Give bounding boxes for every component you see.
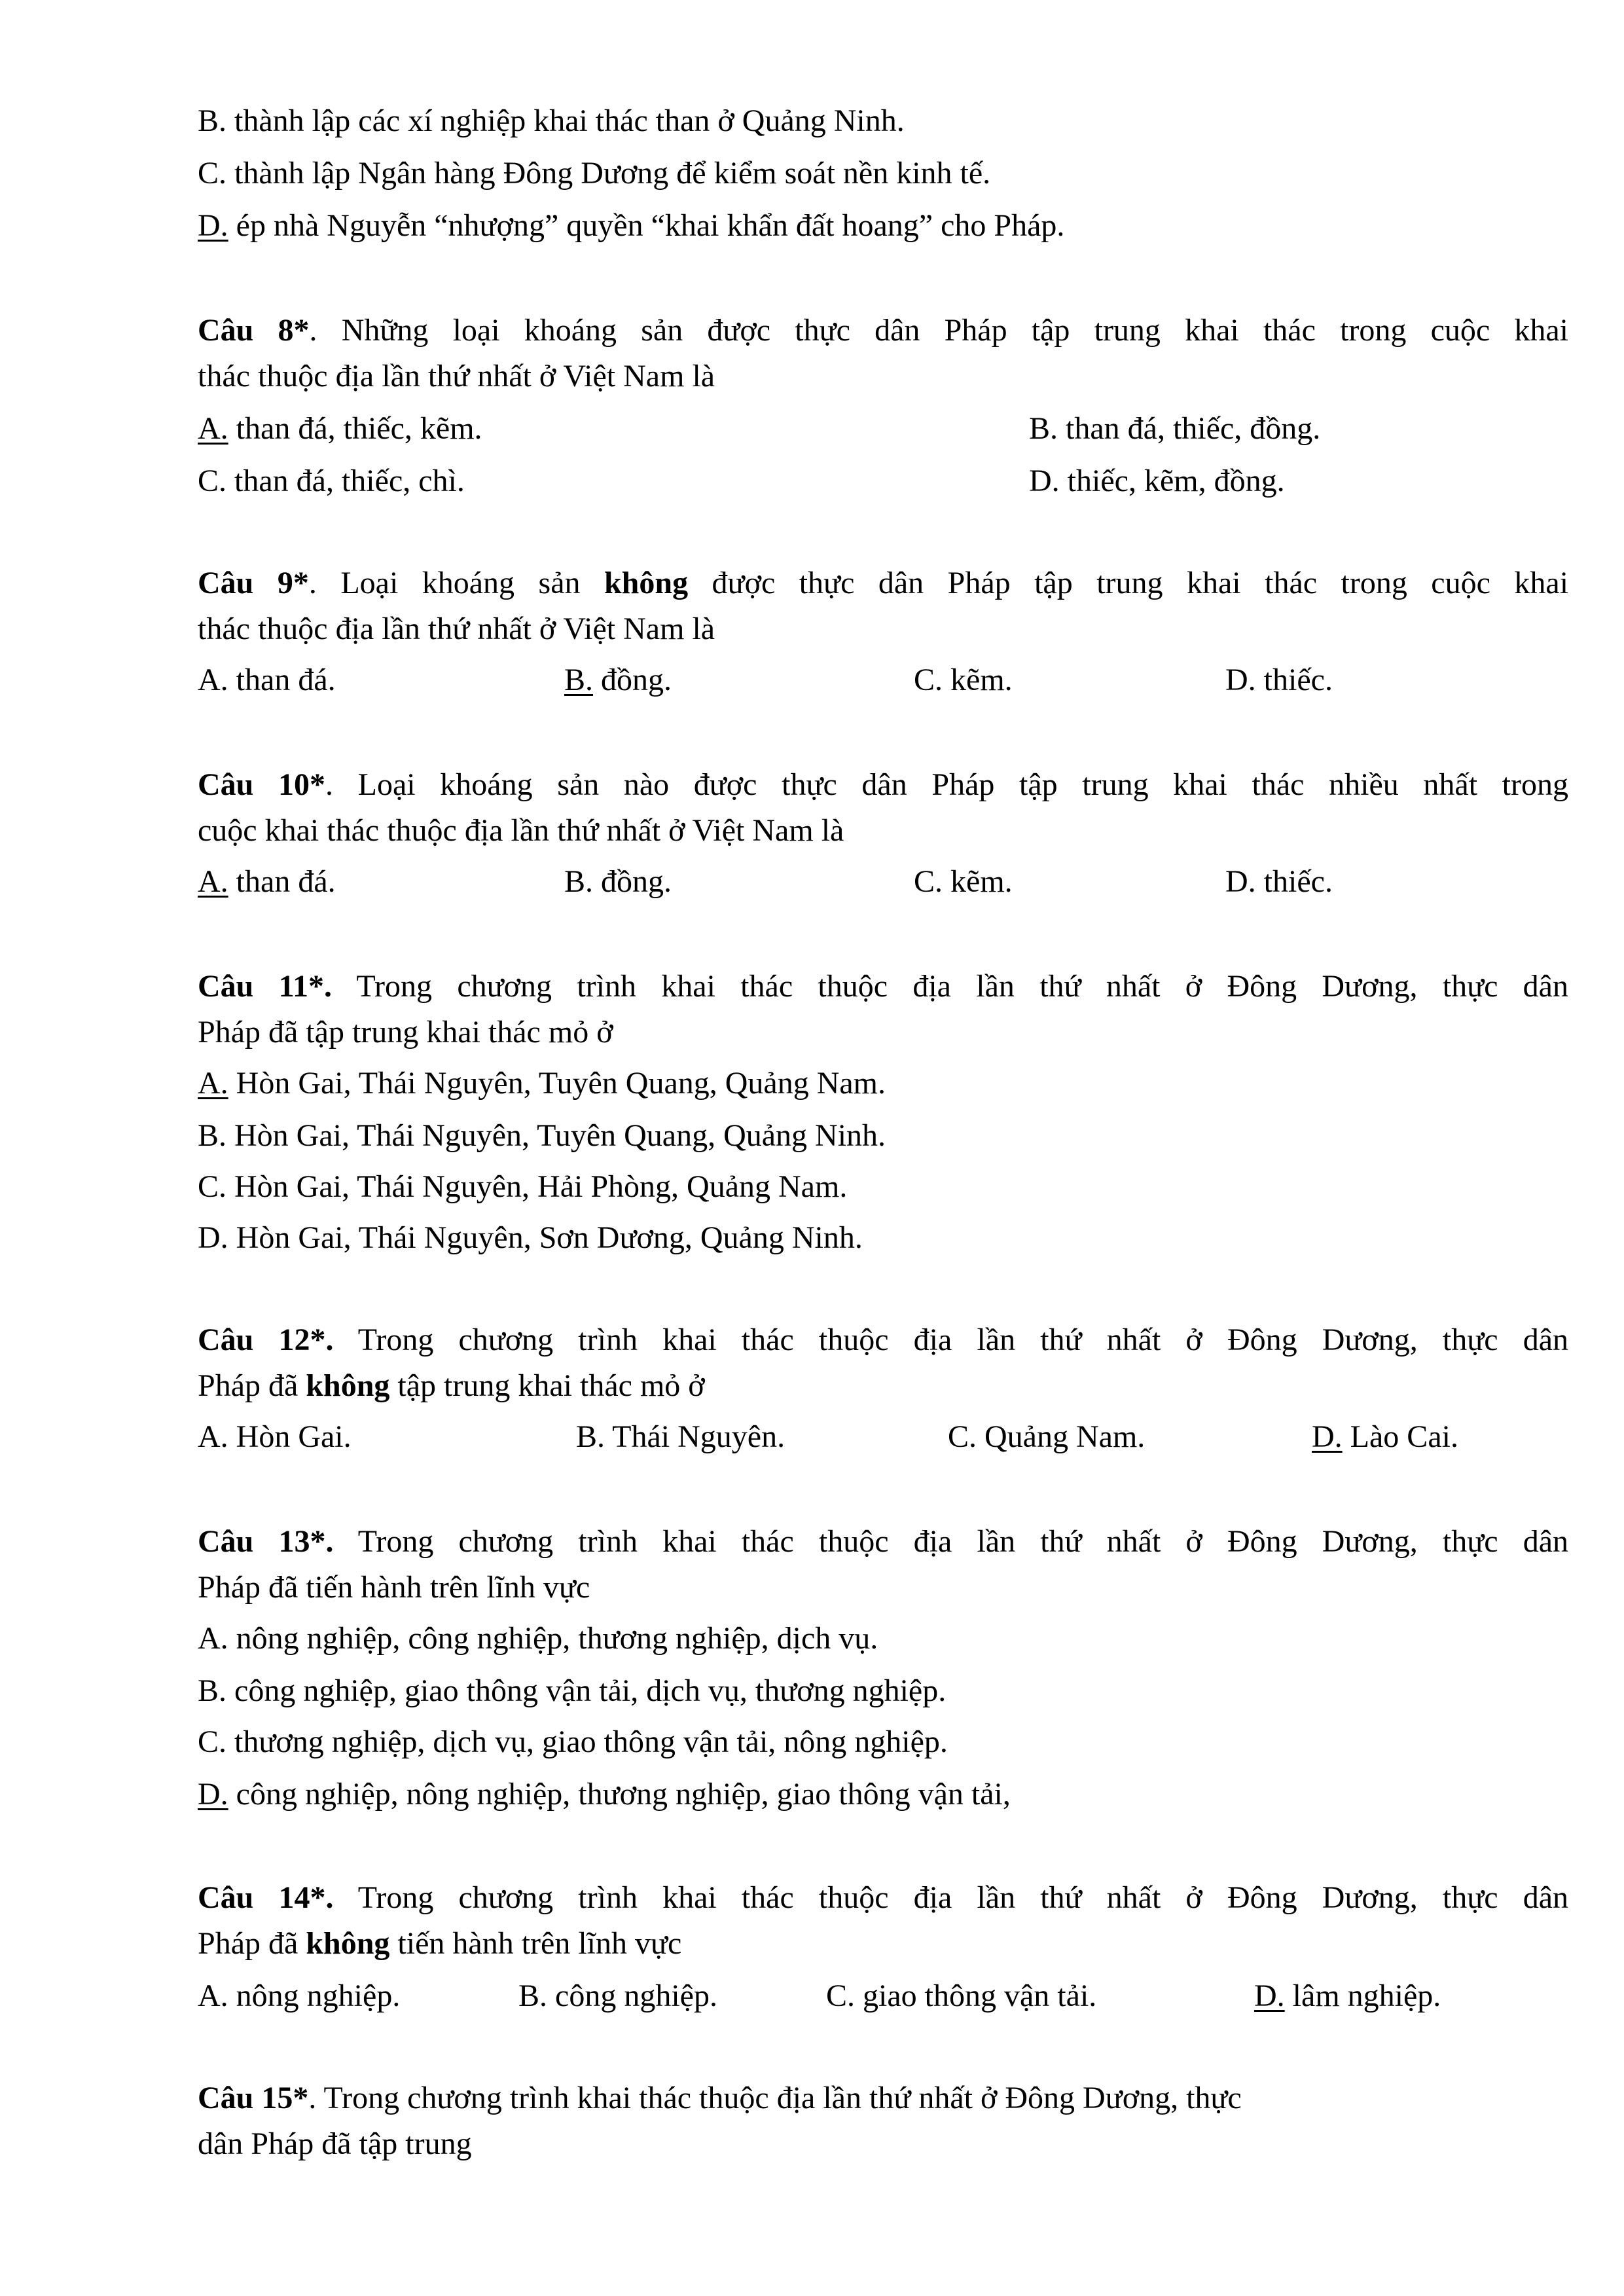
option-text: nông nghiệp, công nghiệp, thương nghiệp, dịch vụ. <box>228 1621 878 1656</box>
emphasis-negation: không <box>604 566 689 600</box>
option-a-correct <box>198 856 336 907</box>
option-letter-underlined: D. <box>1254 1978 1285 2013</box>
option-a-correct <box>198 403 482 454</box>
question-10-stem-line-1 <box>198 759 1568 811</box>
option-b <box>198 1666 946 1717</box>
option-letter: D. <box>1225 663 1256 697</box>
question-label: Câu 10* <box>198 767 326 802</box>
question-label: Câu 14*. <box>198 1880 334 1915</box>
option-letter: B. <box>198 103 227 138</box>
option-letter: B. <box>1029 411 1058 446</box>
option-a-correct <box>198 1058 886 1109</box>
question-stem: tập trung khai thác mỏ ở <box>389 1368 705 1403</box>
option-a <box>198 1971 400 2022</box>
question-label: Câu 15* <box>198 2081 309 2115</box>
question-10-stem-line-2: cuộc khai thác thuộc địa lần thứ nhất ở Việt Nam là <box>198 813 844 848</box>
question-stem: . Những loại khoáng sản được thực dân Pháp tập trung khai thác trong cuộc khai <box>309 313 1568 348</box>
option-text: giao thông vận tải. <box>855 1978 1097 2013</box>
option-letter-underlined: D. <box>198 208 228 243</box>
option-d-correct <box>1254 1971 1441 2022</box>
option-text: nông nghiệp. <box>228 1978 401 2013</box>
option-text: thành lập các xí nghiệp khai thác than ở Quảng Ninh. <box>226 103 905 138</box>
option-text: than đá. <box>228 864 336 899</box>
option-d-correct <box>1312 1412 1458 1463</box>
option-a <box>198 655 336 706</box>
option-text: than đá. <box>228 663 336 697</box>
question-13-stem-line-1 <box>198 1516 1568 1567</box>
option-b <box>576 1412 785 1463</box>
option-c <box>914 856 1013 907</box>
option-d-correct <box>198 1769 1011 1820</box>
option-text: lâm nghiệp. <box>1284 1978 1441 2013</box>
option-text: thiếc. <box>1255 864 1333 899</box>
question-11-stem-line-1 <box>198 961 1568 1012</box>
option-letter: A. <box>198 663 228 697</box>
option-d <box>1225 655 1333 706</box>
option-b-correct <box>564 655 672 706</box>
question-stem: được thực dân Pháp tập trung khai thác trong cuộc khai <box>688 566 1569 600</box>
option-a <box>198 1412 352 1463</box>
option-letter: D. <box>198 1220 228 1255</box>
option-c <box>826 1971 1096 2022</box>
option-text: thành lập Ngân hàng Đông Dương để kiểm soát nền kinh tế. <box>226 156 991 191</box>
option-c <box>198 456 465 507</box>
question-stem: Trong chương trình khai thác thuộc địa lần thứ nhất ở Đông Dương, thực dân <box>332 969 1568 1004</box>
question-8-stem-line-1 <box>198 305 1568 356</box>
question-stem: Pháp đã <box>198 1926 306 1961</box>
option-letter: C. <box>826 1978 856 2013</box>
question-stem: . Loại khoáng sản <box>308 566 604 600</box>
question-stem: . Trong chương trình khai thác thuộc địa lần thứ nhất ở Đông Dương, thực <box>308 2081 1242 2115</box>
option-letter-underlined: A. <box>198 411 228 446</box>
option-letter: A. <box>198 1419 228 1454</box>
option-text: công nghiệp. <box>547 1978 717 2013</box>
option-text: thiếc, kẽm, đồng. <box>1059 464 1285 498</box>
option-d <box>198 1212 863 1264</box>
option-text: ép nhà Nguyễn “nhượng” quyền “khai khẩn đất hoang” cho Pháp. <box>228 208 1065 243</box>
option-text: Lào Cai. <box>1342 1419 1458 1454</box>
question-stem: Trong chương trình khai thác thuộc địa lần thứ nhất ở Đông Dương, thực dân <box>333 1880 1568 1915</box>
emphasis-negation: không <box>306 1368 390 1403</box>
question-8-stem-line-2: thác thuộc địa lần thứ nhất ở Việt Nam là <box>198 359 715 393</box>
question-stem: Trong chương trình khai thác thuộc địa lần thứ nhất ở Đông Dương, thực dân <box>333 1322 1568 1357</box>
option-c <box>198 1717 948 1768</box>
option-letter: B. <box>198 1118 227 1153</box>
question-12-stem-line-1 <box>198 1315 1568 1366</box>
option-b <box>198 96 905 147</box>
option-letter: D. <box>1029 464 1060 498</box>
option-b <box>518 1971 717 2022</box>
question-stem: tiến hành trên lĩnh vực <box>389 1926 682 1961</box>
option-letter: B. <box>198 1673 227 1708</box>
option-letter: D. <box>1225 864 1256 899</box>
option-c <box>948 1412 1145 1463</box>
option-letter: A. <box>198 1978 228 2013</box>
option-text: Hòn Gai, Thái Nguyên, Hải Phòng, Quảng Nam. <box>226 1169 848 1204</box>
option-text: kẽm. <box>943 864 1013 899</box>
option-letter: B. <box>518 1978 548 2013</box>
option-letter: C. <box>914 663 943 697</box>
option-text: than đá, thiếc, kẽm. <box>228 411 482 446</box>
option-letter: C. <box>948 1419 977 1454</box>
question-15-stem-line-1 <box>198 2073 1242 2124</box>
question-9-stem-line-1 <box>198 558 1568 609</box>
question-11-stem-line-2: Pháp đã tập trung khai thác mỏ ở <box>198 1015 613 1049</box>
question-stem: Trong chương trình khai thác thuộc địa lần thứ nhất ở Đông Dương, thực dân <box>333 1524 1568 1559</box>
question-14-stem-line-2 <box>198 1918 681 1969</box>
option-letter-underlined: D. <box>198 1777 228 1812</box>
option-b <box>564 856 672 907</box>
option-text: Thái Nguyên. <box>605 1419 785 1454</box>
question-15-stem-line-2: dân Pháp đã tập trung <box>198 2126 472 2161</box>
question-label: Câu 9* <box>198 566 309 600</box>
option-letter: C. <box>198 464 227 498</box>
option-c <box>198 1161 847 1212</box>
emphasis-negation: không <box>306 1926 390 1961</box>
option-text: kẽm. <box>943 663 1013 697</box>
option-text: than đá, thiếc, đồng. <box>1058 411 1321 446</box>
question-14-stem-line-1 <box>198 1872 1568 1923</box>
question-label: Câu 11*. <box>198 969 332 1004</box>
option-c <box>914 655 1013 706</box>
option-b <box>198 1110 886 1161</box>
option-letter: C. <box>198 1724 227 1759</box>
option-c <box>198 148 990 199</box>
question-9-stem-line-2: thác thuộc địa lần thứ nhất ở Việt Nam là <box>198 611 715 646</box>
option-text: Hòn Gai, Thái Nguyên, Tuyên Quang, Quảng Nam. <box>228 1066 886 1101</box>
option-letter: C. <box>198 156 227 191</box>
option-letter-underlined: A. <box>198 864 228 899</box>
option-text: công nghiệp, giao thông vận tải, dịch vụ, thương nghiệp. <box>226 1673 947 1708</box>
question-label: Câu 12*. <box>198 1322 334 1357</box>
option-text: than đá, thiếc, chì. <box>226 464 465 498</box>
option-text: Hòn Gai. <box>228 1419 352 1454</box>
question-stem: . Loại khoáng sản nào được thực dân Pháp tập trung khai thác nhiều nhất trong <box>325 767 1569 802</box>
question-stem: Pháp đã <box>198 1368 306 1403</box>
option-d <box>1029 456 1285 507</box>
option-text: đồng. <box>593 864 672 899</box>
option-letter: C. <box>914 864 943 899</box>
option-d-correct <box>198 200 1064 251</box>
question-12-stem-line-2 <box>198 1360 705 1412</box>
option-letter: A. <box>198 1621 228 1656</box>
option-letter: B. <box>576 1419 605 1454</box>
option-letter: B. <box>564 864 594 899</box>
option-text: đồng. <box>593 663 672 697</box>
option-text: thiếc. <box>1255 663 1333 697</box>
question-13-stem-line-2: Pháp đã tiến hành trên lĩnh vực <box>198 1570 590 1605</box>
option-letter-underlined: A. <box>198 1066 228 1101</box>
option-text: thương nghiệp, dịch vụ, giao thông vận tải, nông nghiệp. <box>226 1724 948 1759</box>
option-a <box>198 1613 878 1664</box>
question-label: Câu 13*. <box>198 1524 334 1559</box>
option-d <box>1225 856 1333 907</box>
option-text: công nghiệp, nông nghiệp, thương nghiệp, giao thông vận tải, <box>228 1777 1011 1812</box>
option-letter-underlined: D. <box>1312 1419 1343 1454</box>
option-letter: C. <box>198 1169 227 1204</box>
option-b <box>1029 403 1320 454</box>
option-letter-underlined: B. <box>564 663 594 697</box>
option-text: Quảng Nam. <box>977 1419 1146 1454</box>
option-text: Hòn Gai, Thái Nguyên, Tuyên Quang, Quảng Ninh. <box>226 1118 886 1153</box>
question-label: Câu 8* <box>198 313 310 348</box>
option-text: Hòn Gai, Thái Nguyên, Sơn Dương, Quảng Ninh. <box>228 1220 863 1255</box>
